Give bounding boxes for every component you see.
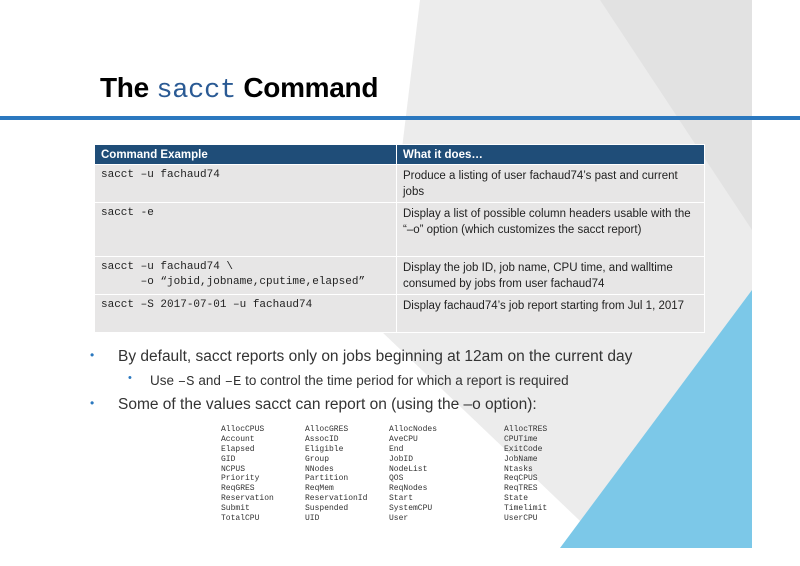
- table-row: [95, 257, 705, 295]
- command-cell: sacct –u fachaud74: [95, 165, 397, 203]
- bullet-default-range: [90, 348, 633, 366]
- field-name: Suspended: [305, 504, 349, 514]
- field-name: AllocTRES: [504, 425, 548, 434]
- field-name: End: [389, 444, 404, 454]
- column-header-command: Command Example: [95, 145, 397, 165]
- field-name: ReqNodes: [389, 484, 428, 494]
- option-end: –E: [224, 374, 242, 390]
- field-name: Partition: [305, 474, 349, 484]
- field-name: AveCPU: [389, 434, 418, 444]
- field-name: ExitCode: [504, 444, 543, 454]
- option-start: –S: [177, 374, 195, 390]
- field-name: JobName: [504, 454, 538, 464]
- field-name: User: [389, 514, 409, 524]
- column-header-description: What it does…: [397, 145, 705, 165]
- bullet-dot: •: [90, 348, 95, 362]
- title-prefix: The: [100, 72, 157, 103]
- field-name: Reservation: [221, 494, 274, 504]
- report-fields-grid: [221, 425, 601, 525]
- field-name: SystemCPU: [389, 504, 433, 514]
- bullet-dot: •: [128, 372, 132, 384]
- field-name: Timelimit: [504, 504, 548, 514]
- field-name: Group: [305, 454, 330, 464]
- field-name: ReqCPUS: [504, 474, 538, 484]
- field-name: ReqGRES: [221, 484, 255, 494]
- bullet-text-pre: Use: [150, 373, 178, 388]
- field-name: UID: [305, 514, 320, 524]
- description-cell: Produce a listing of user fachaud74’s past and current jobs: [397, 165, 705, 203]
- command-cell: sacct –u fachaud74 \ –o “jobid,jobname,cputime,elapsed”: [95, 257, 397, 295]
- title-underline: [0, 116, 800, 120]
- field-name: NodeList: [389, 464, 428, 474]
- sub-bullet-time-options: [128, 372, 569, 390]
- field-name: Start: [389, 494, 414, 504]
- table-row: [95, 203, 705, 257]
- field-name: NCPUS: [221, 464, 246, 474]
- title-suffix: Command: [235, 72, 379, 103]
- table-row: [95, 165, 705, 203]
- field-name: Ntasks: [504, 464, 533, 474]
- field-name: Eligible: [305, 444, 344, 454]
- bullet-text: By default, sacct reports only on jobs beginning at 12am on the current day: [118, 348, 633, 365]
- field-name: Elapsed: [221, 444, 255, 454]
- field-name: ReqTRES: [504, 484, 538, 494]
- table-row: [95, 295, 705, 333]
- bullet-report-values: [90, 396, 537, 414]
- field-name: GID: [221, 454, 236, 464]
- field-name: Submit: [221, 504, 250, 514]
- slide-title: [100, 72, 378, 106]
- description-cell: Display the job ID, job name, CPU time, and walltime consumed by jobs from user fachaud74: [397, 257, 705, 295]
- bullet-text-post: to control the time period for which a report is required: [241, 373, 569, 388]
- field-name: AssocID: [305, 434, 339, 444]
- fields-column: [389, 425, 437, 524]
- bullet-dot: •: [90, 396, 95, 410]
- field-name: AllocNodes: [389, 425, 438, 434]
- field-name: QOS: [389, 474, 404, 484]
- field-name: NNodes: [305, 464, 334, 474]
- table-header-row: [95, 145, 705, 165]
- fields-column: [305, 425, 367, 524]
- fields-column: [504, 425, 547, 524]
- description-cell: Display fachaud74’s job report starting from Jul 1, 2017: [397, 295, 705, 333]
- field-name: State: [504, 494, 529, 504]
- field-name: Priority: [221, 474, 260, 484]
- field-name: ReservationId: [305, 494, 368, 504]
- field-name: CPUTime: [504, 434, 538, 444]
- command-cell: sacct -e: [95, 203, 397, 257]
- title-command: sacct: [156, 76, 236, 106]
- bullet-text: Some of the values sacct can report on (using the –o option):: [118, 396, 537, 413]
- fields-column: [221, 425, 274, 524]
- command-cell: sacct –S 2017-07-01 –u fachaud74: [95, 295, 397, 333]
- field-name: AllocGRES: [305, 425, 349, 434]
- field-name: JobID: [389, 454, 414, 464]
- field-name: ReqMem: [305, 484, 334, 494]
- field-name: UserCPU: [504, 514, 538, 524]
- field-name: TotalCPU: [221, 514, 260, 524]
- field-name: Account: [221, 434, 255, 444]
- field-name: AllocCPUS: [221, 425, 265, 434]
- command-table: [94, 144, 705, 333]
- description-cell: Display a list of possible column headers usable with the “–o” option (which customizes the sacct report): [397, 203, 705, 257]
- bullet-text-mid: and: [194, 373, 225, 388]
